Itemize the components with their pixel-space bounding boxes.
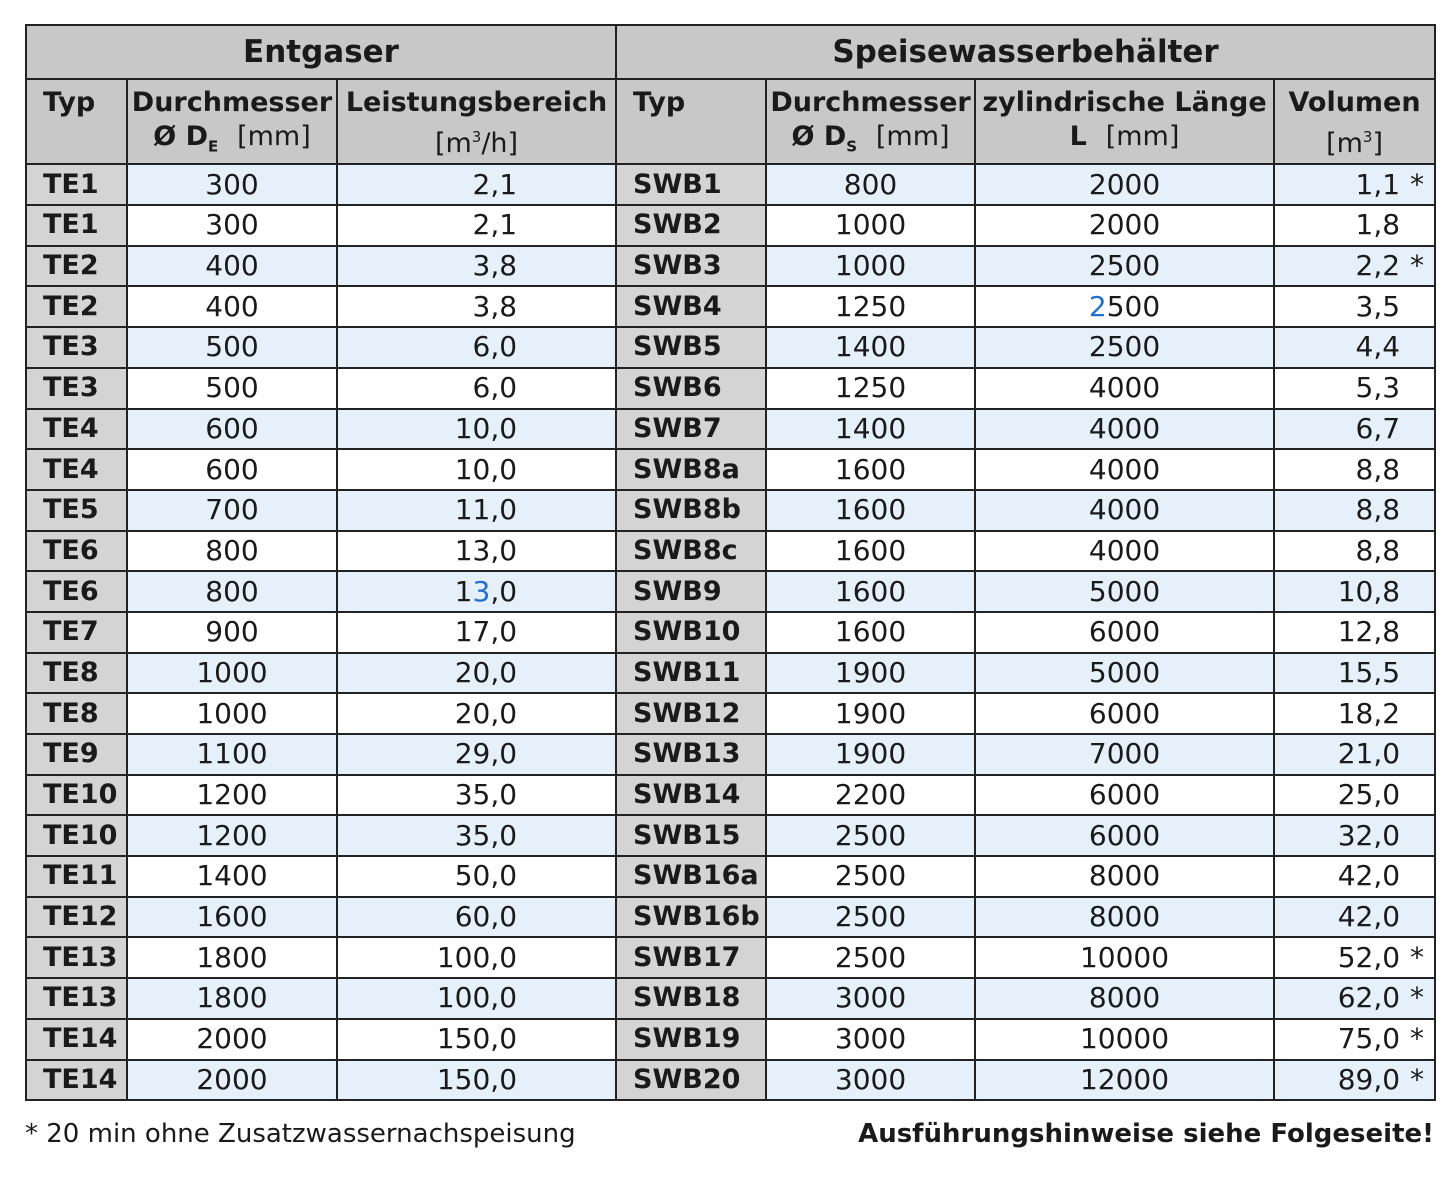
entgaser-durchmesser-cell: 400	[127, 286, 337, 327]
entgaser-leistung-cell: 35,0	[337, 815, 616, 856]
footnote-marker	[1400, 290, 1410, 323]
behaelter-laenge-cell: 8000	[975, 978, 1274, 1019]
footnote-marker	[1400, 656, 1410, 689]
behaelter-volumen-cell: 42,0	[1274, 856, 1435, 897]
footnote-marker: *	[1410, 1022, 1425, 1056]
entgaser-durchmesser-cell: 1000	[127, 693, 337, 734]
entgaser-typ-cell: TE3	[26, 368, 127, 409]
footnote-marker	[1400, 412, 1410, 445]
table-row	[26, 327, 1435, 368]
behaelter-volumen-cell: 1,8	[1274, 205, 1435, 246]
entgaser-leistung-cell: 2,1	[337, 205, 616, 246]
behaelter-laenge-cell: 5000	[975, 571, 1274, 612]
entgaser-typ-cell: TE3	[26, 327, 127, 368]
footnote-marker	[1400, 330, 1410, 363]
table-row	[26, 897, 1435, 938]
footnote-marker	[1400, 737, 1410, 770]
table-row	[26, 571, 1435, 612]
entgaser-durchmesser-cell: 2000	[127, 1060, 337, 1101]
behaelter-volumen-cell: 10,8	[1274, 571, 1435, 612]
entgaser-typ-cell: TE5	[26, 490, 127, 531]
behaelter-laenge-cell: 2500	[975, 327, 1274, 368]
behaelter-typ-cell: SWB16b	[616, 897, 766, 938]
entgaser-typ-cell: TE7	[26, 612, 127, 653]
table-row	[26, 815, 1435, 856]
behaelter-typ-cell: SWB11	[616, 653, 766, 694]
behaelter-durchmesser-cell: 2500	[766, 937, 975, 978]
col-header-durchmesser-entgaser: Durchmesser Ø $D_E$ [mm]	[127, 79, 337, 164]
entgaser-durchmesser-cell: 500	[127, 368, 337, 409]
entgaser-leistung-cell: 150,0	[337, 1060, 616, 1101]
behaelter-durchmesser-cell: 1900	[766, 693, 975, 734]
behaelter-laenge-cell: 12000	[975, 1060, 1274, 1101]
entgaser-typ-cell: TE8	[26, 693, 127, 734]
behaelter-volumen-cell: 21,0	[1274, 734, 1435, 775]
behaelter-typ-cell: SWB5	[616, 327, 766, 368]
behaelter-typ-cell: SWB13	[616, 734, 766, 775]
behaelter-volumen-cell: 52,0 *	[1274, 937, 1435, 978]
entgaser-leistung-cell: 6,0	[337, 368, 616, 409]
reference-hint-text: Ausführungshinweise siehe Folgeseite!	[858, 1119, 1434, 1149]
behaelter-volumen-cell: 8,8	[1274, 531, 1435, 572]
behaelter-durchmesser-cell: 1400	[766, 327, 975, 368]
entgaser-typ-cell: TE11	[26, 856, 127, 897]
behaelter-laenge-cell: 2500	[975, 286, 1274, 327]
table-row	[26, 164, 1435, 205]
behaelter-typ-cell: SWB10	[616, 612, 766, 653]
table-row	[26, 368, 1435, 409]
behaelter-typ-cell: SWB9	[616, 571, 766, 612]
behaelter-typ-cell: SWB16a	[616, 856, 766, 897]
entgaser-leistung-cell: 35,0	[337, 775, 616, 816]
behaelter-laenge-cell: 2000	[975, 164, 1274, 205]
behaelter-volumen-cell: 62,0 *	[1274, 978, 1435, 1019]
entgaser-durchmesser-cell: 1800	[127, 978, 337, 1019]
behaelter-typ-cell: SWB17	[616, 937, 766, 978]
entgaser-typ-cell: TE10	[26, 775, 127, 816]
behaelter-laenge-cell: 2500	[975, 246, 1274, 287]
entgaser-durchmesser-cell: 600	[127, 449, 337, 490]
behaelter-durchmesser-cell: 1000	[766, 246, 975, 287]
behaelter-durchmesser-cell: 1250	[766, 286, 975, 327]
table-row	[26, 775, 1435, 816]
entgaser-typ-cell: TE4	[26, 409, 127, 450]
footnote-marker	[1400, 615, 1410, 648]
entgaser-durchmesser-cell: 700	[127, 490, 337, 531]
behaelter-laenge-cell: 4000	[975, 531, 1274, 572]
entgaser-leistung-cell: 150,0	[337, 1019, 616, 1060]
behaelter-durchmesser-cell: 2200	[766, 775, 975, 816]
entgaser-typ-cell: TE4	[26, 449, 127, 490]
entgaser-durchmesser-cell: 300	[127, 164, 337, 205]
entgaser-durchmesser-cell: 1200	[127, 815, 337, 856]
behaelter-typ-cell: SWB20	[616, 1060, 766, 1101]
entgaser-leistung-cell: 10,0	[337, 449, 616, 490]
footnote-marker: *	[1410, 1062, 1425, 1096]
behaelter-typ-cell: SWB8b	[616, 490, 766, 531]
entgaser-typ-cell: TE8	[26, 653, 127, 694]
table-row	[26, 246, 1435, 287]
footnote-marker	[1400, 534, 1410, 567]
behaelter-volumen-cell: 5,3	[1274, 368, 1435, 409]
behaelter-volumen-cell: 18,2	[1274, 693, 1435, 734]
group-header-row	[26, 25, 1435, 79]
behaelter-typ-cell: SWB8a	[616, 449, 766, 490]
behaelter-volumen-cell: 1,1 *	[1274, 164, 1435, 205]
behaelter-laenge-cell: 6000	[975, 775, 1274, 816]
col-header-leistungsbereich: Leistungsbereich $[m^3/h]$	[337, 79, 616, 164]
entgaser-typ-cell: TE14	[26, 1060, 127, 1101]
behaelter-typ-cell: SWB19	[616, 1019, 766, 1060]
behaelter-durchmesser-cell: 1250	[766, 368, 975, 409]
entgaser-typ-cell: TE2	[26, 286, 127, 327]
behaelter-laenge-cell: 8000	[975, 856, 1274, 897]
footnote-marker	[1400, 575, 1410, 608]
table-body	[26, 164, 1435, 1100]
behaelter-laenge-cell: 4000	[975, 409, 1274, 450]
entgaser-durchmesser-cell: 900	[127, 612, 337, 653]
entgaser-leistung-cell: 29,0	[337, 734, 616, 775]
entgaser-leistung-cell: 2,1	[337, 164, 616, 205]
table-row	[26, 490, 1435, 531]
behaelter-typ-cell: SWB15	[616, 815, 766, 856]
table-row	[26, 856, 1435, 897]
entgaser-leistung-cell: 100,0	[337, 978, 616, 1019]
entgaser-durchmesser-cell: 1100	[127, 734, 337, 775]
behaelter-volumen-cell: 2,2 *	[1274, 246, 1435, 287]
behaelter-volumen-cell: 8,8	[1274, 449, 1435, 490]
table-row	[26, 531, 1435, 572]
behaelter-volumen-cell: 75,0 *	[1274, 1019, 1435, 1060]
group-header-entgaser: Entgaser	[26, 25, 616, 79]
entgaser-durchmesser-cell: 1200	[127, 775, 337, 816]
behaelter-laenge-cell: 4000	[975, 449, 1274, 490]
behaelter-durchmesser-cell: 1900	[766, 734, 975, 775]
footnote-marker	[1400, 453, 1410, 486]
behaelter-volumen-cell: 25,0	[1274, 775, 1435, 816]
behaelter-laenge-cell: 2000	[975, 205, 1274, 246]
behaelter-durchmesser-cell: 1600	[766, 490, 975, 531]
col-header-volumen: Volumen $[m^3]$	[1274, 79, 1435, 164]
entgaser-leistung-cell: 100,0	[337, 937, 616, 978]
table-row	[26, 449, 1435, 490]
behaelter-durchmesser-cell: 1600	[766, 531, 975, 572]
behaelter-volumen-cell: 3,5	[1274, 286, 1435, 327]
entgaser-leistung-cell: 60,0	[337, 897, 616, 938]
behaelter-typ-cell: SWB14	[616, 775, 766, 816]
footer	[25, 1119, 1434, 1159]
behaelter-typ-cell: SWB1	[616, 164, 766, 205]
entgaser-leistung-cell: 50,0	[337, 856, 616, 897]
entgaser-leistung-cell: 11,0	[337, 490, 616, 531]
footnote-text: * 20 min ohne Zusatzwassernachspeisung	[25, 1119, 576, 1149]
behaelter-volumen-cell: 8,8	[1274, 490, 1435, 531]
entgaser-typ-cell: TE1	[26, 205, 127, 246]
behaelter-durchmesser-cell: 1000	[766, 205, 975, 246]
footnote-marker	[1400, 697, 1410, 730]
data-table-container	[25, 24, 1434, 1101]
entgaser-typ-cell: TE13	[26, 978, 127, 1019]
table-row	[26, 205, 1435, 246]
behaelter-laenge-cell: 4000	[975, 368, 1274, 409]
entgaser-leistung-cell: 10,0	[337, 409, 616, 450]
behaelter-durchmesser-cell: 2500	[766, 856, 975, 897]
behaelter-laenge-cell: 4000	[975, 490, 1274, 531]
col-header-typ-behaelter: Typ	[616, 79, 766, 164]
behaelter-laenge-cell: 7000	[975, 734, 1274, 775]
entgaser-typ-cell: TE10	[26, 815, 127, 856]
entgaser-durchmesser-cell: 600	[127, 409, 337, 450]
behaelter-typ-cell: SWB6	[616, 368, 766, 409]
entgaser-durchmesser-cell: 500	[127, 327, 337, 368]
behaelter-laenge-cell: 8000	[975, 897, 1274, 938]
entgaser-leistung-cell: 13,0	[337, 571, 616, 612]
entgaser-leistung-cell: 20,0	[337, 693, 616, 734]
behaelter-volumen-cell: 89,0 *	[1274, 1060, 1435, 1101]
behaelter-typ-cell: SWB7	[616, 409, 766, 450]
entgaser-durchmesser-cell: 300	[127, 205, 337, 246]
footnote-marker	[1400, 208, 1410, 241]
col-header-typ-entgaser: Typ	[26, 79, 127, 164]
group-header-speisewasserbehaelter: Speisewasserbehälter	[616, 25, 1435, 79]
entgaser-typ-cell: TE1	[26, 164, 127, 205]
col-header-zylindrische-laenge: zylindrische Länge L [mm]	[975, 79, 1274, 164]
table-row	[26, 612, 1435, 653]
entgaser-typ-cell: TE13	[26, 937, 127, 978]
behaelter-durchmesser-cell: 2500	[766, 815, 975, 856]
entgaser-durchmesser-cell: 1600	[127, 897, 337, 938]
behaelter-volumen-cell: 4,4	[1274, 327, 1435, 368]
entgaser-durchmesser-cell: 800	[127, 531, 337, 572]
behaelter-durchmesser-cell: 1900	[766, 653, 975, 694]
behaelter-typ-cell: SWB12	[616, 693, 766, 734]
entgaser-leistung-cell: 3,8	[337, 286, 616, 327]
footnote-marker: *	[1410, 249, 1425, 283]
behaelter-durchmesser-cell: 3000	[766, 1019, 975, 1060]
behaelter-volumen-cell: 42,0	[1274, 897, 1435, 938]
behaelter-typ-cell: SWB4	[616, 286, 766, 327]
data-table	[25, 24, 1436, 1101]
behaelter-volumen-cell: 32,0	[1274, 815, 1435, 856]
footnote-marker	[1400, 859, 1410, 892]
behaelter-durchmesser-cell: 1600	[766, 612, 975, 653]
entgaser-durchmesser-cell: 1400	[127, 856, 337, 897]
table-row	[26, 1060, 1435, 1101]
table-row	[26, 693, 1435, 734]
table-row	[26, 409, 1435, 450]
behaelter-durchmesser-cell: 3000	[766, 978, 975, 1019]
entgaser-typ-cell: TE6	[26, 571, 127, 612]
behaelter-laenge-cell: 10000	[975, 937, 1274, 978]
entgaser-typ-cell: TE9	[26, 734, 127, 775]
footnote-marker: *	[1410, 940, 1425, 974]
behaelter-durchmesser-cell: 1400	[766, 409, 975, 450]
footnote-marker	[1400, 900, 1410, 933]
footnote-marker	[1400, 778, 1410, 811]
column-header-row	[26, 79, 1435, 164]
entgaser-typ-cell: TE2	[26, 246, 127, 287]
table-row	[26, 653, 1435, 694]
behaelter-durchmesser-cell: 3000	[766, 1060, 975, 1101]
entgaser-durchmesser-cell: 1800	[127, 937, 337, 978]
behaelter-durchmesser-cell: 2500	[766, 897, 975, 938]
entgaser-leistung-cell: 13,0	[337, 531, 616, 572]
behaelter-laenge-cell: 5000	[975, 653, 1274, 694]
entgaser-leistung-cell: 17,0	[337, 612, 616, 653]
footnote-marker	[1400, 819, 1410, 852]
behaelter-durchmesser-cell: 1600	[766, 449, 975, 490]
behaelter-volumen-cell: 6,7	[1274, 409, 1435, 450]
col-header-durchmesser-behaelter: Durchmesser Ø $D_S$ [mm]	[766, 79, 975, 164]
behaelter-laenge-cell: 10000	[975, 1019, 1274, 1060]
behaelter-durchmesser-cell: 800	[766, 164, 975, 205]
entgaser-leistung-cell: 20,0	[337, 653, 616, 694]
entgaser-durchmesser-cell: 400	[127, 246, 337, 287]
entgaser-typ-cell: TE12	[26, 897, 127, 938]
entgaser-typ-cell: TE6	[26, 531, 127, 572]
footnote-marker	[1400, 371, 1410, 404]
table-row	[26, 1019, 1435, 1060]
entgaser-typ-cell: TE14	[26, 1019, 127, 1060]
behaelter-volumen-cell: 12,8	[1274, 612, 1435, 653]
entgaser-durchmesser-cell: 2000	[127, 1019, 337, 1060]
footnote-marker: *	[1410, 981, 1425, 1015]
entgaser-leistung-cell: 6,0	[337, 327, 616, 368]
table-row	[26, 286, 1435, 327]
behaelter-typ-cell: SWB2	[616, 205, 766, 246]
behaelter-durchmesser-cell: 1600	[766, 571, 975, 612]
entgaser-durchmesser-cell: 1000	[127, 653, 337, 694]
entgaser-leistung-cell: 3,8	[337, 246, 616, 287]
table-row	[26, 937, 1435, 978]
behaelter-typ-cell: SWB3	[616, 246, 766, 287]
footnote-marker: *	[1410, 167, 1425, 201]
behaelter-volumen-cell: 15,5	[1274, 653, 1435, 694]
behaelter-laenge-cell: 6000	[975, 612, 1274, 653]
behaelter-laenge-cell: 6000	[975, 693, 1274, 734]
entgaser-durchmesser-cell: 800	[127, 571, 337, 612]
behaelter-typ-cell: SWB8c	[616, 531, 766, 572]
behaelter-typ-cell: SWB18	[616, 978, 766, 1019]
table-row	[26, 978, 1435, 1019]
footnote-marker	[1400, 493, 1410, 526]
table-row	[26, 734, 1435, 775]
behaelter-laenge-cell: 6000	[975, 815, 1274, 856]
